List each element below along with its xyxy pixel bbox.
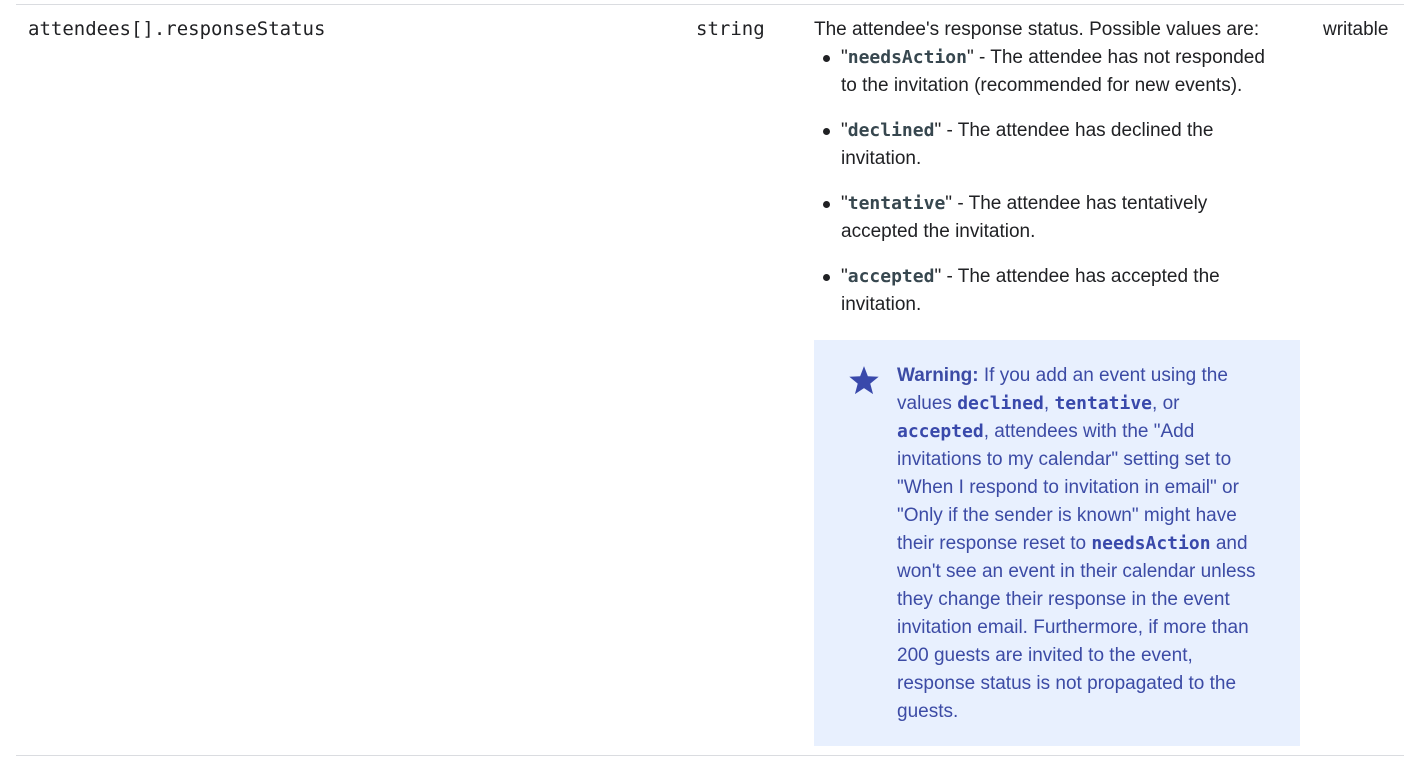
value-code: needsAction [1091,533,1211,554]
star-icon [848,364,880,396]
property-description [814,16,1290,336]
property-name: attendees[].responseStatus [28,18,326,40]
warning-text-part: , attendees with the "Add invitations to my calendar" setting set to "When I respond to invitation in email" or "Only if the sender is known" might have their response reset to [897,421,1239,554]
warning-text-part: , or [1152,393,1180,414]
list-item: "accepted" - The attendee has accepted the invitation. [814,263,1281,319]
warning-text-part: If you add an event using the values [897,365,1228,414]
description-intro: The attendee's response status. Possible values are: [814,19,1260,40]
warning-text-part: , [1043,393,1050,414]
bullet-icon [823,274,830,281]
warning-label: Warning: [897,365,979,386]
value-code: declined [847,120,935,141]
property-type: string [696,18,765,40]
value-code: tentative [847,193,946,214]
warning-text-part: and won't see an event in their calendar unless they change their response in the event invitation email. Furthermore, if more than 200 guests are invited to the event, response status is not propagated to the guests. [897,533,1256,722]
list-item: "tentative" - The attendee has tentatively accepted the invitation. [814,190,1281,246]
property-mode: writable [1323,19,1389,40]
value-text: - The attendee has tentatively accepted the invitation. [841,193,1208,242]
bullet-icon [823,201,830,208]
value-code: needsAction [847,47,967,68]
value-code: declined [957,393,1044,414]
list-item: "declined" - The attendee has declined the invitation. [814,117,1281,173]
value-code: tentative [1054,393,1153,414]
list-item: "needsAction" - The attendee has not responded to the invitation (recommended for new events). [814,44,1281,100]
value-code: accepted [847,266,935,287]
bullet-icon [823,128,830,135]
value-code: accepted [897,421,984,442]
warning-text [897,362,1275,726]
value-text: - The attendee has declined the invitation. [841,120,1214,169]
bullet-icon [823,55,830,62]
possible-values-list [814,44,1290,319]
value-text: - The attendee has not responded to the invitation (recommended for new events). [841,47,1265,96]
warning-callout [814,340,1300,746]
value-text: - The attendee has accepted the invitation. [841,266,1220,315]
